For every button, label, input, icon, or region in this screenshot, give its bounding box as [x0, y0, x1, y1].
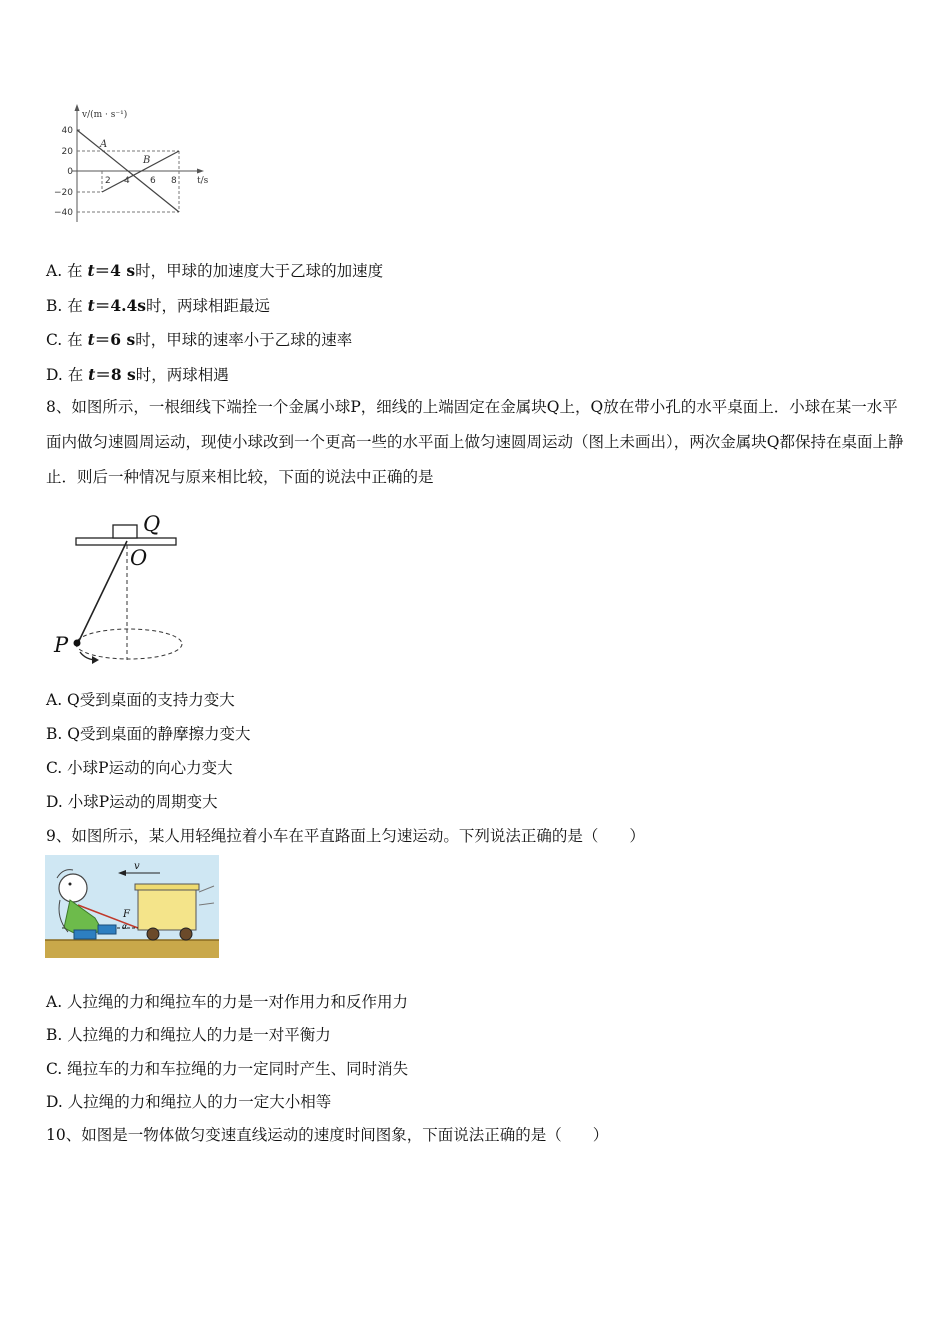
y-tick: 0 [67, 167, 73, 177]
block-q [113, 525, 137, 538]
q10-question-text: 10、如图是一物体做匀变速直线运动的速度时间图象，下面说法正确的是（ ） [46, 1126, 609, 1144]
y-tick: 20 [61, 147, 73, 157]
conical-pendulum-figure [50, 512, 190, 667]
string [78, 541, 127, 643]
q8-option-a[interactable]: A. Q受到桌面的支持力变大 [46, 691, 235, 709]
label-p: P [54, 633, 69, 657]
y-axis-label: v/(m · s⁻¹) [82, 110, 128, 120]
velocity-time-graph [48, 104, 228, 234]
q7-option-b[interactable]: B. 在 t＝4.4s时，两球相距最远 [46, 296, 271, 315]
y-tick: −20 [54, 188, 73, 198]
q9-option-a[interactable]: A. 人拉绳的力和绳拉车的力是一对作用力和反作用力 [46, 993, 409, 1011]
x-axis-label: t/s [197, 176, 209, 186]
q8-option-d[interactable]: D. 小球P运动的周期变大 [46, 793, 218, 811]
q8-question-text: 8、如图所示，一根细线下端拴一个金属小球P，细线的上端固定在金属块Q上，Q放在带小孔的水平桌面上．小球在某一水平面内做匀速圆周运动，现使小球改到一个更高一些的水平面上做匀速圆周运动（图上未画出），两次金属块Q都保持在桌面上静止．则后一种情况与原来相比较，下面的说法中正确的是 [46, 398, 904, 486]
y-tick: 40 [61, 126, 73, 136]
q8-option-b[interactable]: B. Q受到桌面的静摩擦力变大 [46, 725, 251, 743]
orbit-path [76, 629, 182, 659]
q9-option-c[interactable]: C. 绳拉车的力和车拉绳的力一定同时产生、同时消失 [46, 1060, 409, 1078]
person-pulling-cart-figure [45, 855, 219, 958]
line-a-label: A [100, 139, 108, 150]
q8-option-c[interactable]: C. 小球P运动的向心力变大 [46, 759, 233, 777]
x-tick: 8 [171, 176, 177, 186]
ball-p [74, 640, 81, 647]
x-tick: 6 [150, 176, 156, 186]
x-tick: 4 [124, 176, 130, 186]
cart [138, 888, 196, 930]
y-tick: −40 [54, 208, 73, 218]
label-v: v [134, 861, 140, 872]
q9-option-d[interactable]: D. 人拉绳的力和绳拉人的力一定大小相等 [46, 1093, 332, 1111]
label-alpha: α [122, 922, 128, 931]
person-head [59, 874, 87, 902]
x-tick: 2 [105, 176, 111, 186]
q7-option-d[interactable]: D. 在 t＝8 s时，两球相遇 [46, 365, 229, 384]
q7-option-c[interactable]: C. 在 t＝6 s时，甲球的速率小于乙球的速率 [46, 330, 353, 349]
q9-option-b[interactable]: B. 人拉绳的力和绳拉人的力是一对平衡力 [46, 1026, 331, 1044]
label-o: O [130, 546, 148, 570]
label-f: F [123, 909, 130, 920]
q7-option-a[interactable]: A. 在 t＝4 s时，甲球的加速度大于乙球的加速度 [46, 261, 384, 280]
line-b-label: B [143, 155, 151, 166]
label-q: Q [143, 512, 161, 536]
q9-question-text: 9、如图所示，某人用轻绳拉着小车在平直路面上匀速运动。下列说法正确的是（ ） [46, 827, 645, 845]
